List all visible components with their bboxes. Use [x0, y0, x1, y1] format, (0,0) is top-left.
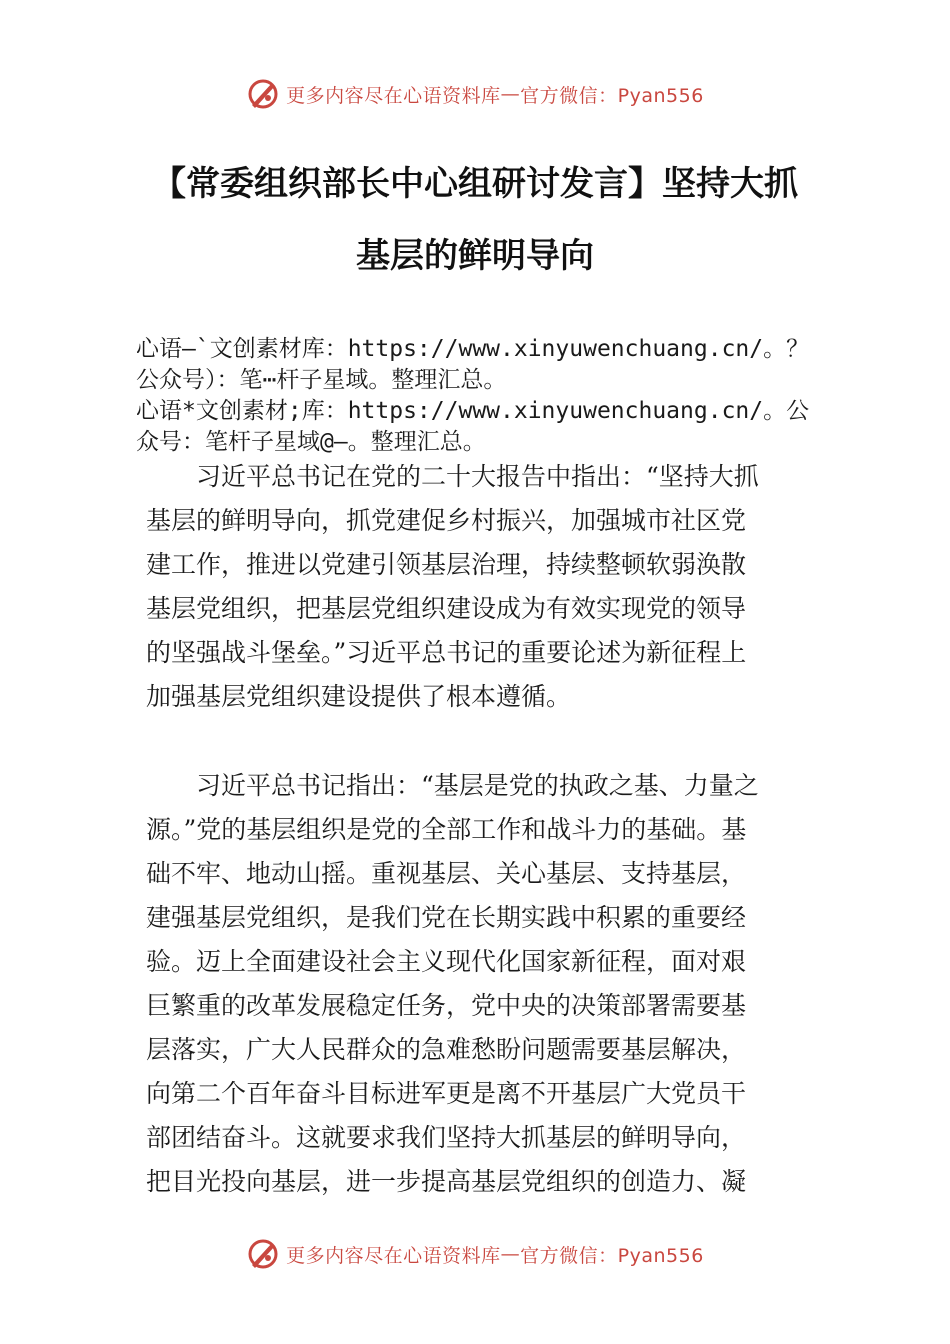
header-banner: [0, 74, 950, 114]
banner-wechat-text: 官方微信：Pyan556: [520, 84, 704, 107]
paragraph-line: 验。迈上全面建设社会主义现代化国家新征程，面对艰: [146, 947, 747, 976]
paragraph-2: [146, 764, 816, 1204]
banner-main-text: 更多内容尽在心语资料库: [286, 84, 501, 107]
paragraph-line: 习近平总书记在党的二十大报告中指出：“坚持大抓: [146, 462, 759, 491]
paragraph-line: 建强基层党组织，是我们党在长期实践中积累的重要经: [146, 903, 747, 932]
paragraph-line: 基层党组织，把基层党组织建设成为有效实现党的领导: [146, 594, 747, 623]
banner-separator: —: [500, 1243, 521, 1265]
source-line-4: 众号：笔杆子星域@—。整理汇总。: [136, 429, 486, 455]
paragraph-line: 础不牢、地动山摇。重视基层、关心基层、支持基层，: [146, 859, 747, 888]
source-line-1: 心语—`文创素材库：https://www.xinyuwenchuang.cn/。？: [136, 336, 810, 362]
footer-banner: [0, 1234, 950, 1274]
paragraph-line: 加强基层党组织建设提供了根本遵循。: [146, 682, 572, 711]
paragraph-line: 部团结奋斗。这就要求我们坚持大抓基层的鲜明导向，: [146, 1123, 747, 1152]
paragraph-line: 源。”党的基层组织是党的全部工作和战斗力的基础。基: [146, 815, 747, 844]
banner-main-text: 更多内容尽在心语资料库: [286, 1244, 501, 1267]
paragraph-line: 建工作，推进以党建引领基层治理，持续整顿软弱涣散: [146, 550, 747, 579]
paragraph-line: 把目光投向基层，进一步提高基层党组织的创造力、凝: [146, 1167, 747, 1196]
paragraph-line: 巨繁重的改革发展稳定任务，党中央的决策部署需要基: [146, 991, 747, 1020]
paragraph-line: 习近平总书记指出：“基层是党的执政之基、力量之: [146, 771, 759, 800]
brush-pen-logo-icon: [246, 1237, 280, 1271]
paragraph-line: 向第二个百年奋斗目标进军更是离不开基层广大党员干: [146, 1079, 747, 1108]
source-line-2: 公众号）：笔⋯杆子星域。整理汇总。: [136, 367, 507, 393]
document-title-line-1: 【常委组织部长中心组研讨发言】坚持大抓: [152, 164, 798, 204]
paragraph-line: 层落实，广大人民群众的急难愁盼问题需要基层解决，: [146, 1035, 747, 1064]
brush-pen-logo-icon: [246, 77, 280, 111]
paragraph-line: 的坚强战斗堡垒。”习近平总书记的重要论述为新征程上: [146, 638, 747, 667]
banner-wechat-text: 官方微信：Pyan556: [520, 1244, 704, 1267]
paragraph-1: [146, 455, 816, 719]
source-line-3: 心语*文创素材;库：https://www.xinyuwenchuang.cn/。公: [136, 398, 810, 424]
document-title-line-2: 基层的鲜明导向: [356, 236, 594, 276]
banner-separator: —: [500, 83, 521, 105]
paragraph-line: 基层的鲜明导向，抓党建促乡村振兴，加强城市社区党: [146, 506, 747, 535]
